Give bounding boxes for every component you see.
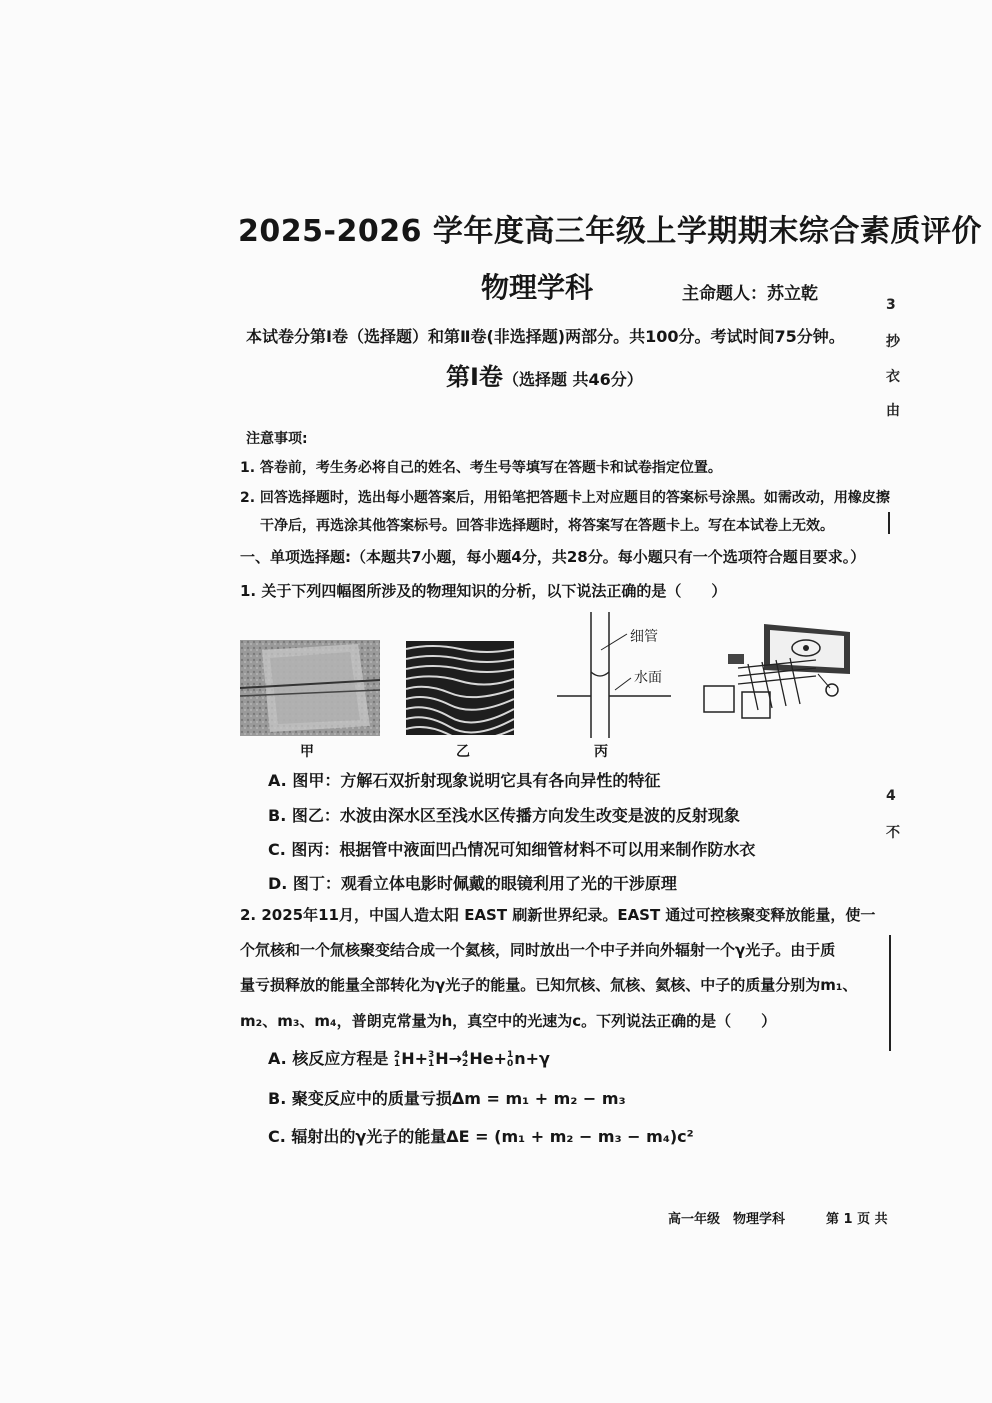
q1-figure-bing-label: 丙 — [594, 744, 608, 760]
section-name: 第Ⅰ卷 — [446, 363, 503, 391]
part1-heading: 一、单项选择题:（本题共7小题，每小题4分，共28分。每小题只有一个选项符合题目要求。） — [240, 548, 866, 566]
q2-option-a-prefix: A. 核反应方程是 — [268, 1049, 389, 1068]
q2-line-4: m₂、m₃、m₄，普朗克常量为h，真空中的光速为c。下列说法正确的是（ ） — [240, 1012, 777, 1030]
footer-page: 第 1 页 共 — [826, 1212, 888, 1227]
exam-intro: 本试卷分第Ⅰ卷（选择题）和第Ⅱ卷(非选择题)两部分。共100分。考试时间75分钟。 — [246, 327, 845, 346]
q2-line-1: 2. 2025年11月，中国人造太阳 EAST 刷新世界纪录。EAST 通过可控核聚变释放能量，使一 — [240, 906, 876, 924]
q2-option-b: B. 聚变反应中的质量亏损Δm = m₁ + m₂ − m₃ — [268, 1089, 626, 1108]
notes-heading: 注意事项: — [246, 431, 308, 447]
q2-option-a — [268, 1046, 550, 1069]
exam-title: 2025-2026 学年度高三年级上学期期末综合素质评价 — [238, 214, 982, 249]
q1-figure-jia — [240, 640, 380, 736]
q2-reaction-equation: 2 1 H+ 3 1 H→ 4 2 He+ 1 0 n+γ — [393, 1049, 550, 1069]
q1-figure-yi-label: 乙 — [456, 744, 470, 760]
margin-char-5: 4 — [886, 788, 896, 804]
q1-figure-bing-tube-label: 细管 — [630, 629, 658, 645]
q2-option-c: C. 辐射出的γ光子的能量ΔE = (m₁ + m₂ − m₃ − m₄)c² — [268, 1127, 694, 1146]
q1-figure-jia-label: 甲 — [300, 744, 314, 760]
margin-char-3: 衣 — [886, 369, 900, 385]
q1-option-c: C. 图丙：根据管中液面凹凸情况可知细管材料不可以用来制作防水衣 — [268, 840, 756, 859]
author: 主命题人：苏立乾 — [682, 284, 818, 304]
margin-char-2: 抄 — [886, 334, 900, 350]
margin-char-6: 不 — [886, 825, 900, 841]
section-title — [446, 357, 643, 392]
notes-item-2b: 干净后，再选涂其他答案标号。回答非选择题时，将答案写在答题卡上。写在本试卷上无效。 — [260, 518, 834, 534]
margin-line — [889, 935, 891, 1051]
margin-mark — [888, 512, 890, 534]
margin-char-1: 3 — [886, 297, 896, 313]
notes-item-2a: 2. 回答选择题时，选出每小题答案后，用铅笔把答题卡上对应题目的答案标号涂黑。如需改动，用橡皮擦 — [240, 490, 890, 506]
footer-grade: 高一年级 物理学科 — [668, 1212, 786, 1227]
q2-line-3: 量亏损释放的能量全部转化为γ光子的能量。已知氘核、氚核、氦核、中子的质量分别为m₁、 — [240, 976, 858, 994]
section-note: （选择题 共46分） — [502, 370, 643, 389]
q1-stem: 1. 关于下列四幅图所涉及的物理知识的分析，以下说法正确的是（ ） — [240, 582, 727, 600]
notes-item-1: 1. 答卷前，考生务必将自己的姓名、考生号等填写在答题卡和试卷指定位置。 — [240, 460, 722, 476]
q1-option-a: A. 图甲：方解石双折射现象说明它具有各向异性的特征 — [268, 771, 661, 790]
subject-title: 物理学科 — [481, 271, 594, 304]
q2-line-2: 个氘核和一个氚核聚变结合成一个氦核，同时放出一个中子并向外辐射一个γ光子。由于质 — [240, 941, 836, 959]
q1-option-b: B. 图乙：水波由深水区至浅水区传播方向发生改变是波的反射现象 — [268, 806, 740, 825]
q1-option-d: D. 图丁：观看立体电影时佩戴的眼镜利用了光的干涉原理 — [268, 874, 677, 893]
margin-char-4: 由 — [886, 403, 900, 419]
q1-figure-bing-water-label: 水面 — [634, 670, 662, 686]
q1-figure-yi — [406, 641, 514, 735]
q2-option-a-tail: n+γ — [514, 1049, 550, 1068]
q1-figure-ding — [698, 614, 858, 726]
